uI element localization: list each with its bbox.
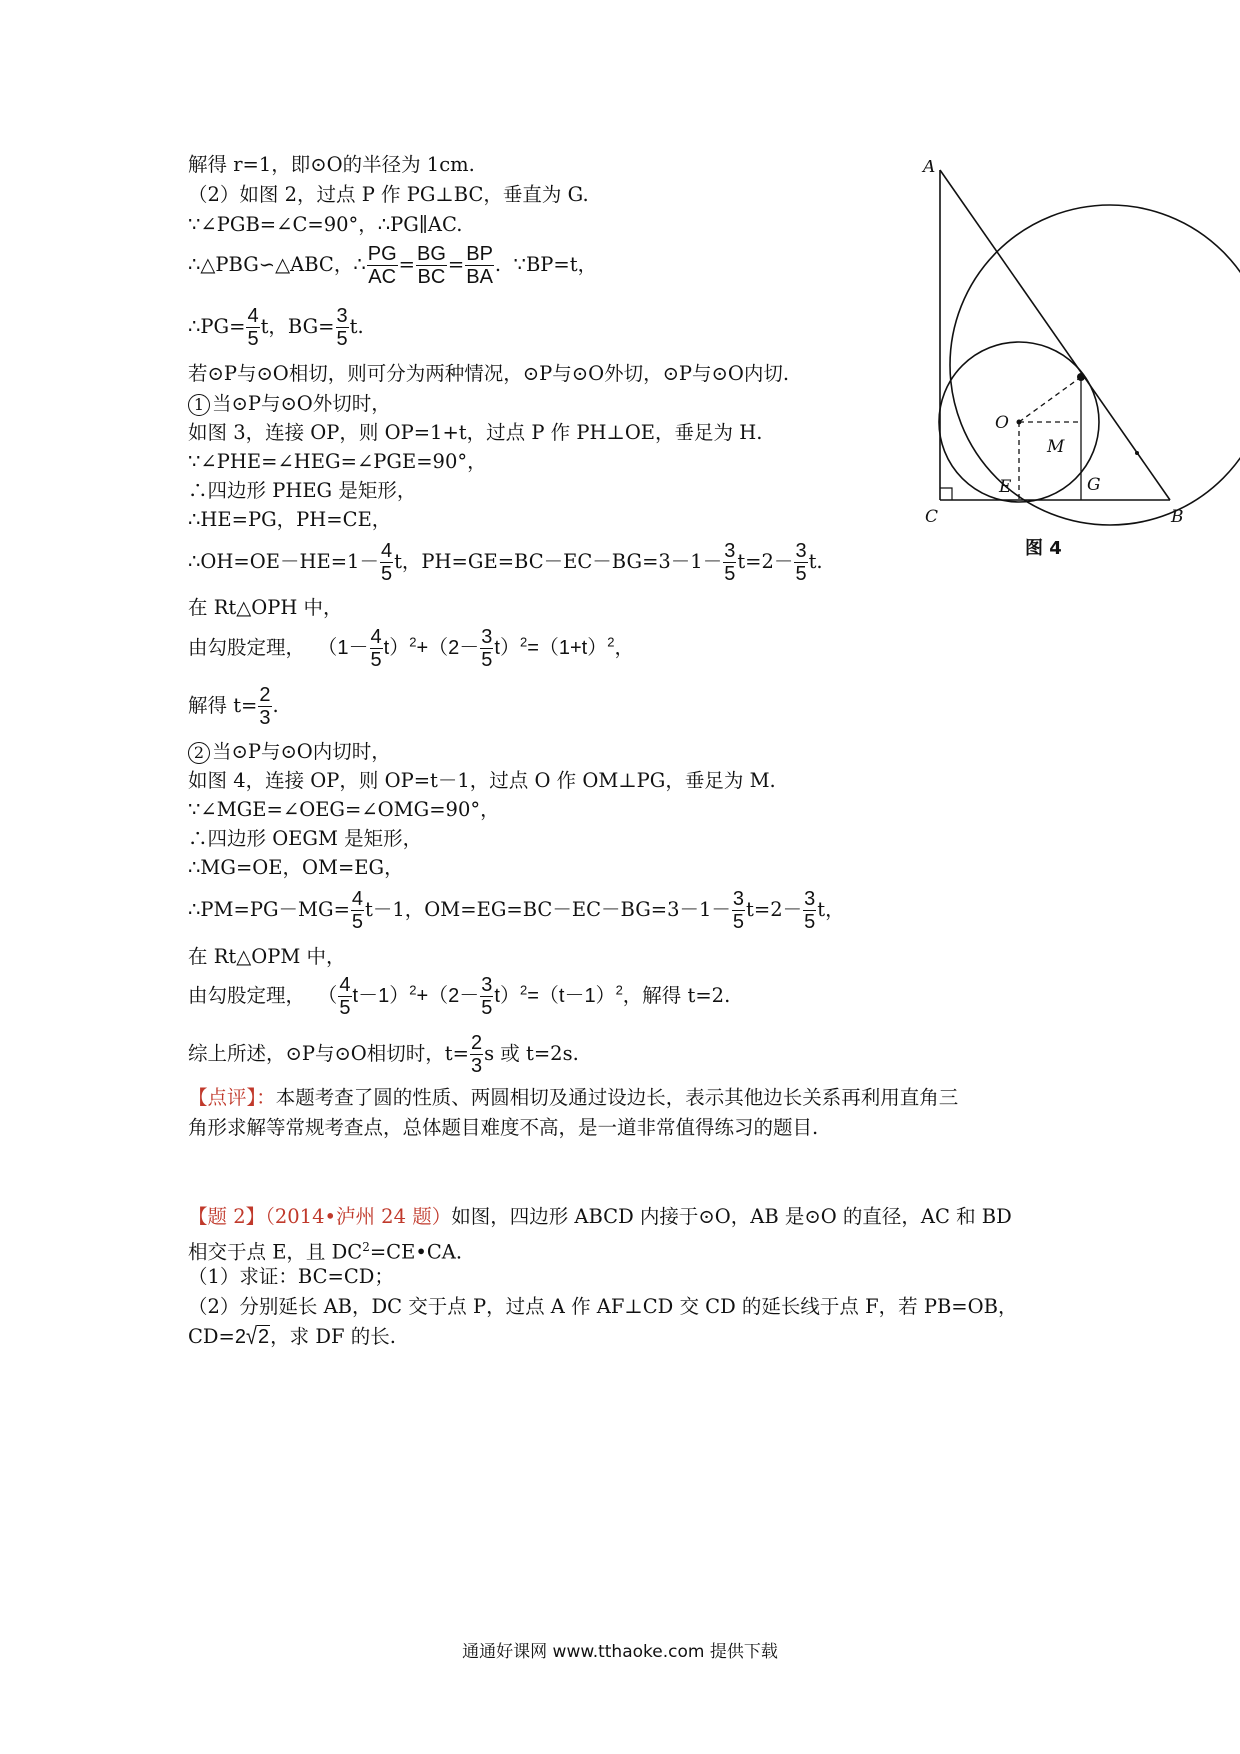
text-line: ∴MG=OE，OM=EG， (188, 856, 404, 879)
pythagoras-equation-2: 由勾股定理， （ $\frac{4}{5}$ t－1）$^2$+（2－ $\frac{3}{5}$ $t)^2=(t-1)^2$，解得 t=2. (188, 974, 731, 1019)
text-line: 若⊙P与⊙O相切，则可分为两种情况，⊙P与⊙O外切，⊙P与⊙O内切. (188, 362, 790, 385)
text-line: 在 Rt△OPH 中， (188, 596, 343, 619)
comment-line: 【点评】：本题考查了圆的性质、两圆相切及通过设边长，表示其他边长关系再利用直角三 (188, 1086, 959, 1109)
problem-2-heading: 【题 2】（2014•泸州 24 题）如图，四边形 ABCD 内接于⊙O，AB 是⊙O 的直径，AC 和 BD (188, 1205, 1012, 1228)
solution-t-two-thirds: 解得 t= $\frac{2}{3}$ . (188, 684, 279, 729)
tick-dot (1135, 451, 1139, 455)
text-line: ∴四边形 OEGM 是矩形， (188, 827, 423, 850)
pg-bg-expression: ∴PG= $\frac{4}{5}$ t，BG= $\frac{3}{5}$ t. (188, 305, 364, 350)
label-e: E (999, 477, 1012, 497)
similar-triangle-ratio: ∴△PBG∽△ABC，∴ $\frac{PG}{AC}$ = $\frac{BG}{BC}$ = $\frac{BP}{BA}$ . ∵BP=t， (188, 243, 598, 288)
segment-op (1019, 377, 1081, 422)
point-o (1017, 420, 1022, 425)
text-line: 解得 r=1，即⊙O的半径为 1cm. (188, 153, 475, 176)
text-line: ∴四边形 PHEG 是矩形， (188, 479, 417, 502)
text-line: 如图 4，连接 OP，则 OP=t－1，过点 O 作 OM⊥PG，垂足为 M. (188, 769, 776, 792)
label-b: B (1171, 507, 1184, 527)
text-line: （2）如图 2，过点 P 作 PG⊥BC，垂直为 G. (188, 183, 589, 206)
text-line: ∵∠MGE=∠OEG=∠OMG=90°， (188, 798, 500, 821)
text-line: 1 当⊙P与⊙O外切时， (188, 392, 391, 416)
text-line: （1）求证：BC=CD； (188, 1265, 394, 1288)
text-line: （2）分别延长 AB，DC 交于点 P，过点 A 作 AF⊥CD 交 CD 的延长线于点 F，若 PB=OB， (188, 1295, 1018, 1318)
text-line: 在 Rt△OPM 中， (188, 945, 346, 968)
label-o: O (995, 413, 1009, 433)
comment-label: 【点评】： (188, 1086, 276, 1109)
text-line: 相交于点 E，且 $DC^2=CE•CA$. (188, 1240, 463, 1264)
right-angle-mark (940, 488, 952, 500)
text-line: CD=2√2，求 DF 的长. (188, 1323, 396, 1351)
geometry-figure (905, 160, 1240, 570)
point-p (1077, 373, 1085, 381)
label-c: C (925, 507, 939, 527)
label-g: G (1087, 475, 1101, 495)
conclusion-line: 综上所述，⊙P与⊙O相切时，t= $\frac{2}{3}$ s 或 t=2s. (188, 1032, 579, 1077)
label-a: A (923, 160, 936, 177)
text-line: ∵∠PGB=∠C=90°，∴PG∥AC. (188, 213, 463, 236)
text-line: 如图 3，连接 OP，则 OP=1+t，过点 P 作 PH⊥OE，垂足为 H. (188, 421, 763, 444)
text-line: 角形求解等常规考查点，总体题目难度不高，是一道非常值得练习的题目. (188, 1116, 819, 1139)
oh-ph-expression: ∴OH=OE－HE=1－ $\frac{4}{5}$ t，PH=GE=BC－EC－BG=3－1－ $\frac{3}{5}$ t=2－ $\frac{3}{5}$ t. (188, 540, 823, 585)
pythagoras-equation-1: 由勾股定理， （1－ $\frac{4}{5}$ t）$^2$+（2－ $\frac{3}{5}$ $t)^2=(1+t)^2$， (188, 626, 634, 671)
label-m: M (1047, 437, 1065, 457)
text-line: 2 当⊙P与⊙O内切时， (188, 740, 391, 764)
text-line: ∵∠PHE=∠HEG=∠PGE=90°， (188, 450, 487, 473)
page-footer: 通通好课网 www.tthaoke.com 提供下载 (462, 1642, 778, 1662)
pm-om-expression: ∴PM=PG－MG= $\frac{4}{5}$ t－1，OM=EG=BC－EC－BG=3－1－ $\frac{3}{5}$ t=2－ $\frac{3}{5}$ t， (188, 888, 845, 933)
figure-caption: 图 4 (1025, 538, 1062, 559)
text-line: ∴HE=PG，PH=CE， (188, 508, 392, 531)
